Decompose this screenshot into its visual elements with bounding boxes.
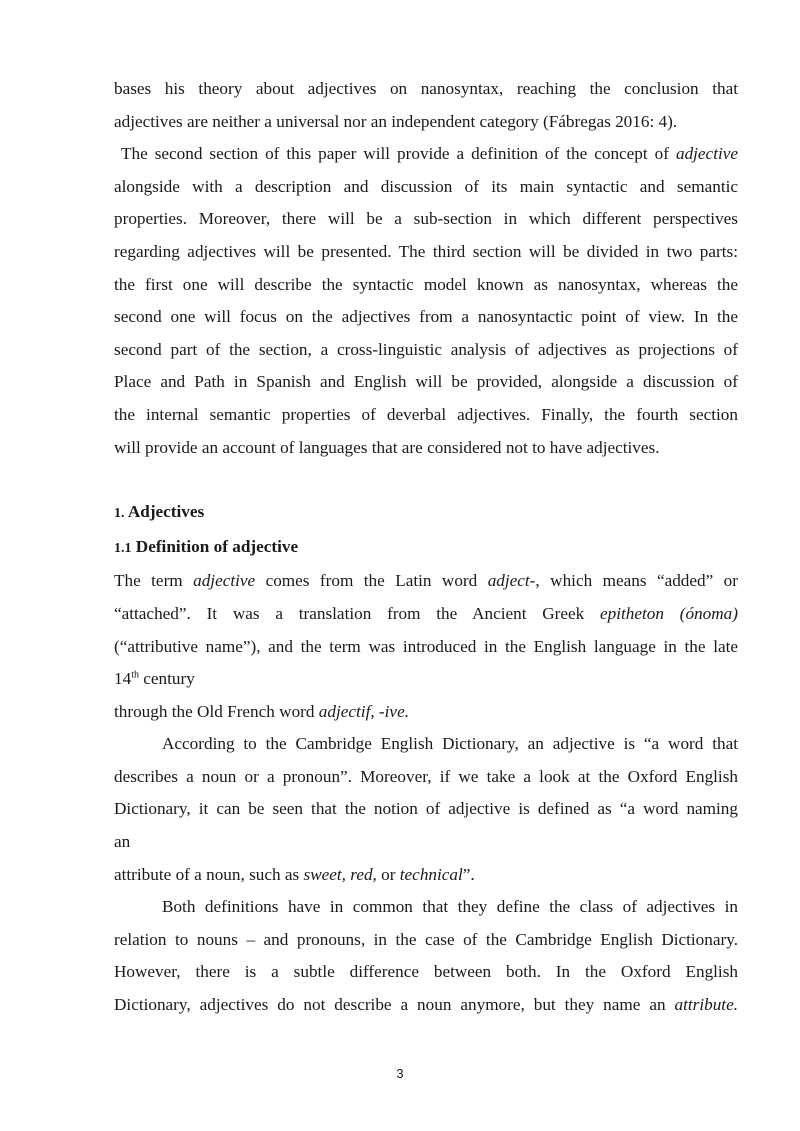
text-line: 14th century bbox=[114, 669, 195, 689]
italic-term: attribute. bbox=[674, 995, 738, 1015]
text-line: attribute of a noun, such as sweet, red, or technical”. bbox=[114, 864, 475, 884]
text-line: will provide an account of languages that are considered not to have adjectives. bbox=[114, 437, 660, 457]
subsection-number: 1.1 bbox=[114, 540, 132, 556]
text-line: describes a noun or a pronoun”. Moreover, if we take a look at the Oxford English bbox=[114, 766, 738, 786]
body-text bbox=[114, 73, 738, 1022]
superscript: th bbox=[131, 669, 139, 681]
page-number: 3 bbox=[396, 1066, 404, 1081]
text-line: second part of the section, a cross-linguistic analysis of adjectives as projections of bbox=[114, 339, 738, 359]
text-line: However, there is a subtle difference between both. In the Oxford English bbox=[114, 962, 738, 982]
subsection-title: Definition of adjective bbox=[135, 536, 299, 556]
text-line: Dictionary, adjectives do not describe a noun anymore, but they name an attribute. bbox=[114, 995, 738, 1015]
text-line: through the Old French word adjectif, -ive. bbox=[114, 701, 409, 721]
section-title: Adjectives bbox=[127, 502, 205, 522]
text-line: the first one will describe the syntactic model known as nanosyntax, whereas the bbox=[114, 274, 738, 294]
italic-term: adjective bbox=[675, 144, 738, 164]
text-line: The second section of this paper will provide a definition of the concept of adjective bbox=[114, 144, 738, 164]
italic-term: adjectif, -ive. bbox=[318, 701, 409, 721]
text-line: Dictionary, it can be seen that the notion of adjective is defined as “a word naming bbox=[114, 799, 738, 819]
section-number: 1. bbox=[114, 506, 125, 522]
italic-term: epitheton (ónoma) bbox=[600, 603, 738, 623]
text-line: alongside with a description and discussion of its main syntactic and semantic bbox=[114, 176, 738, 196]
section-heading bbox=[114, 496, 738, 531]
text-line: (“attributive name”), and the term was introduced in the English language in the late bbox=[114, 636, 738, 656]
text-line: the internal semantic properties of deverbal adjectives. Finally, the fourth section bbox=[114, 404, 738, 424]
text-line: adjectives are neither a universal nor an independent category (Fábregas 2016: 4). bbox=[114, 111, 678, 131]
text-line: relation to nouns – and pronouns, in the case of the Cambridge English Dictionary. bbox=[114, 929, 738, 949]
text-line: According to the Cambridge English Dictionary, an adjective is “a word that bbox=[162, 734, 738, 754]
text-line: properties. Moreover, there will be a sub-section in which different perspectives bbox=[114, 209, 738, 229]
text-line: regarding adjectives will be presented. The third section will be divided in two parts: bbox=[114, 241, 738, 261]
italic-term: sweet, red, bbox=[303, 864, 377, 884]
text-line: Both definitions have in common that they define the class of adjectives in bbox=[162, 897, 738, 917]
text-line: The term adjective comes from the Latin word adject-, which means “added” or bbox=[114, 571, 738, 591]
text-line: bases his theory about adjectives on nanosyntax, reaching the conclusion that bbox=[114, 79, 738, 98]
text-line: second one will focus on the adjectives from a nanosyntactic point of view. In the bbox=[114, 307, 738, 327]
subsection-heading bbox=[114, 531, 738, 566]
italic-term: adject- bbox=[487, 571, 536, 591]
text-line: Place and Path in Spanish and English will be provided, alongside a discussion of bbox=[114, 372, 738, 392]
text-line: an bbox=[114, 832, 131, 852]
italic-term: adjective bbox=[193, 571, 256, 591]
text-line: “attached”. It was a translation from the Ancient Greek epitheton (ónoma) bbox=[114, 603, 738, 623]
italic-term: technical bbox=[399, 864, 463, 884]
spacer bbox=[114, 464, 738, 496]
